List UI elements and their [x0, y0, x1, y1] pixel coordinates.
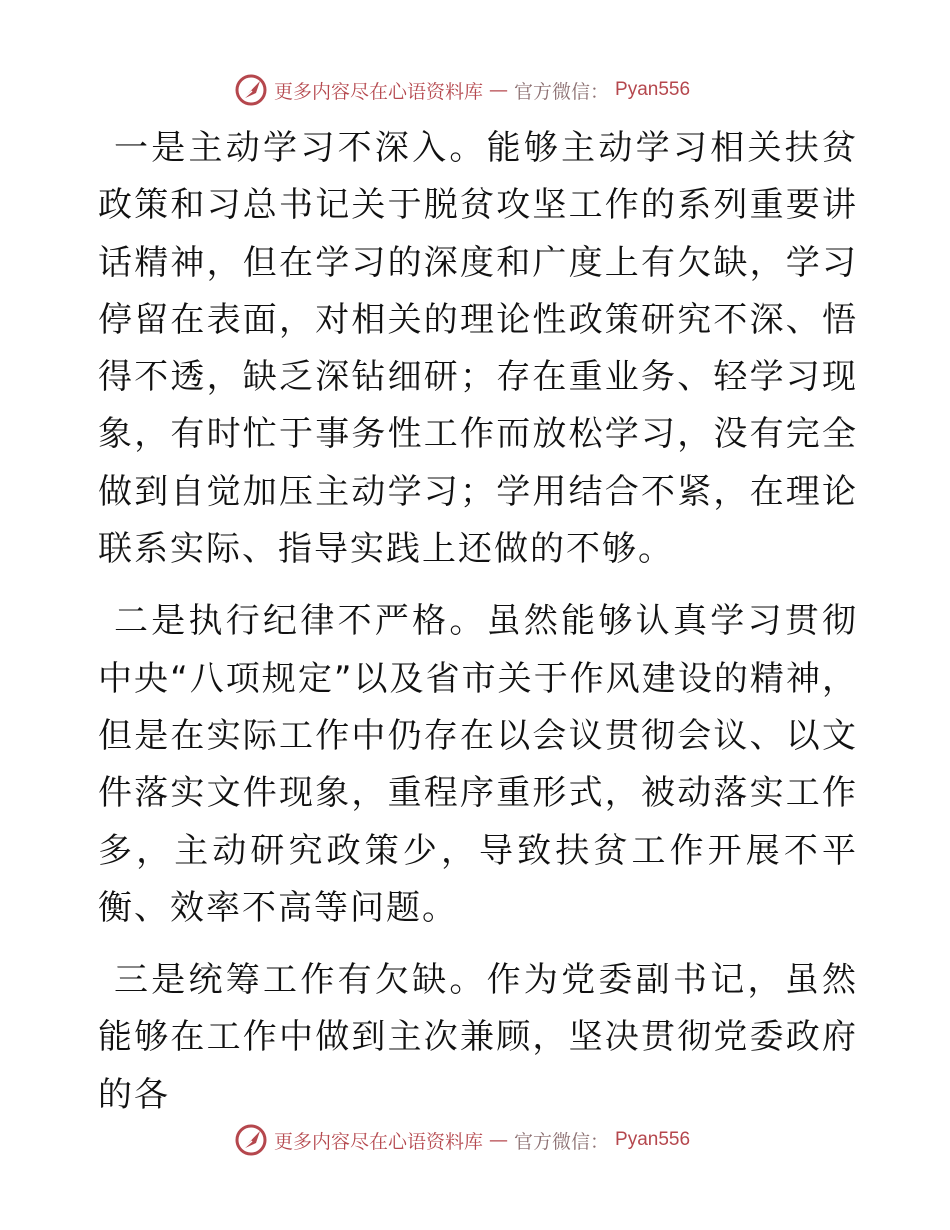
quill-logo-icon [234, 73, 268, 107]
paragraph-3: 三是统筹工作有欠缺。作为党委副书记，虽然能够在工作中做到主次兼顾，坚决贯彻党委政府的各 [98, 960, 858, 1115]
banner-wechat-id: Pyan556 [615, 79, 691, 100]
banner-wechat-id: Pyan556 [615, 1129, 691, 1150]
paragraph-1: 一是主动学习不深入。能够主动学习相关扶贫政策和习总书记关于脱贫攻坚工作的系列重要讲话精神，但在学习的深度和广度上有欠缺，学习停留在表面，对相关的理论性政策研究不深、悟得不透，缺乏深钻细研；存在重业务、轻学习现象，有时忙于事务性工作而放松学习，没有完全做到自觉加压主动学习；学用结合不紧，在理论联系实际、指导实践上还做的不够。 [98, 128, 858, 570]
banner-text: 更多内容尽在心语资料库 [274, 1130, 484, 1153]
banner-separator: — [489, 1129, 509, 1151]
banner-wechat-label: 官方微信： [514, 80, 610, 103]
banner-wechat-label: 官方微信： [514, 1130, 610, 1153]
banner-text: 更多内容尽在心语资料库 [274, 80, 484, 103]
header-watermark-banner [234, 70, 690, 110]
paragraph-2: 二是执行纪律不严格。虽然能够认真学习贯彻中央“八项规定”以及省市关于作风建设的精神，但是在实际工作中仍存在以会议贯彻会议、以文件落实文件现象，重程序重形式，被动落实工作多，主动研究政策少，导致扶贫工作开展不平衡、效率不高等问题。 [98, 601, 858, 928]
quill-logo-icon [234, 1123, 268, 1157]
banner-separator: — [489, 79, 509, 101]
document-body [98, 120, 858, 1139]
footer-watermark-banner [234, 1120, 690, 1160]
